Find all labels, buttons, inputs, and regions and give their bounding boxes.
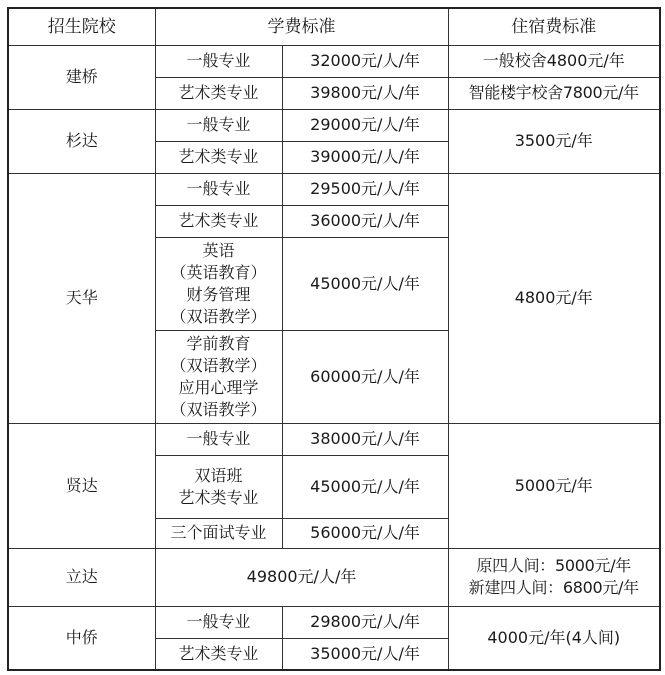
fee-cell: 29500元/人/年 <box>282 173 448 205</box>
fee-cell: 29800元/人/年 <box>282 606 448 638</box>
dorm-cell: 原四人间：5000元/年 新建四人间：6800元/年 <box>448 548 660 606</box>
table-row <box>8 45 660 77</box>
major-cell: 双语班 艺术类专业 <box>155 455 282 518</box>
dorm-cell: 4000元/年(4人间) <box>448 606 660 670</box>
major-cell: 英语 （英语教育） 财务管理 （双语教学） <box>155 237 282 330</box>
dorm-cell: 一般校舍4800元/年 <box>448 45 660 77</box>
fee-cell: 29000元/人/年 <box>282 109 448 141</box>
major-cell: 学前教育 （双语教学） 应用心理学 （双语教学） <box>155 330 282 423</box>
major-cell: 艺术类专业 <box>155 77 282 109</box>
table-row <box>8 423 660 455</box>
major-cell: 一般专业 <box>155 109 282 141</box>
fee-cell: 39800元/人/年 <box>282 77 448 109</box>
school-name: 贤达 <box>8 423 155 548</box>
major-cell: 艺术类专业 <box>155 141 282 173</box>
header-tuition: 学费标准 <box>155 8 448 45</box>
major-cell: 三个面试专业 <box>155 518 282 548</box>
table-row <box>8 606 660 638</box>
fee-cell: 35000元/人/年 <box>282 638 448 670</box>
major-cell: 艺术类专业 <box>155 205 282 237</box>
table-row <box>8 548 660 606</box>
dorm-cell: 智能楼宇校舍7800元/年 <box>448 77 660 109</box>
school-name: 立达 <box>8 548 155 606</box>
school-name: 中侨 <box>8 606 155 670</box>
fee-cell: 56000元/人/年 <box>282 518 448 548</box>
header-row <box>8 8 660 45</box>
table-row <box>8 173 660 205</box>
fee-cell: 60000元/人/年 <box>282 330 448 423</box>
dorm-cell: 3500元/年 <box>448 109 660 173</box>
school-name: 杉达 <box>8 109 155 173</box>
header-dorm: 住宿费标准 <box>448 8 660 45</box>
dorm-cell: 5000元/年 <box>448 423 660 548</box>
fee-cell: 32000元/人/年 <box>282 45 448 77</box>
fee-cell: 38000元/人/年 <box>282 423 448 455</box>
school-name: 天华 <box>8 173 155 423</box>
fee-cell: 49800元/人/年 <box>155 548 448 606</box>
major-cell: 艺术类专业 <box>155 638 282 670</box>
major-cell: 一般专业 <box>155 173 282 205</box>
school-name: 建桥 <box>8 45 155 109</box>
major-cell: 一般专业 <box>155 45 282 77</box>
header-school: 招生院校 <box>8 8 155 45</box>
dorm-cell: 4800元/年 <box>448 173 660 423</box>
fee-cell: 45000元/人/年 <box>282 237 448 330</box>
major-cell: 一般专业 <box>155 606 282 638</box>
major-cell: 一般专业 <box>155 423 282 455</box>
fee-cell: 39000元/人/年 <box>282 141 448 173</box>
table-row <box>8 109 660 141</box>
fee-cell: 45000元/人/年 <box>282 455 448 518</box>
tuition-table <box>7 7 661 671</box>
fee-cell: 36000元/人/年 <box>282 205 448 237</box>
